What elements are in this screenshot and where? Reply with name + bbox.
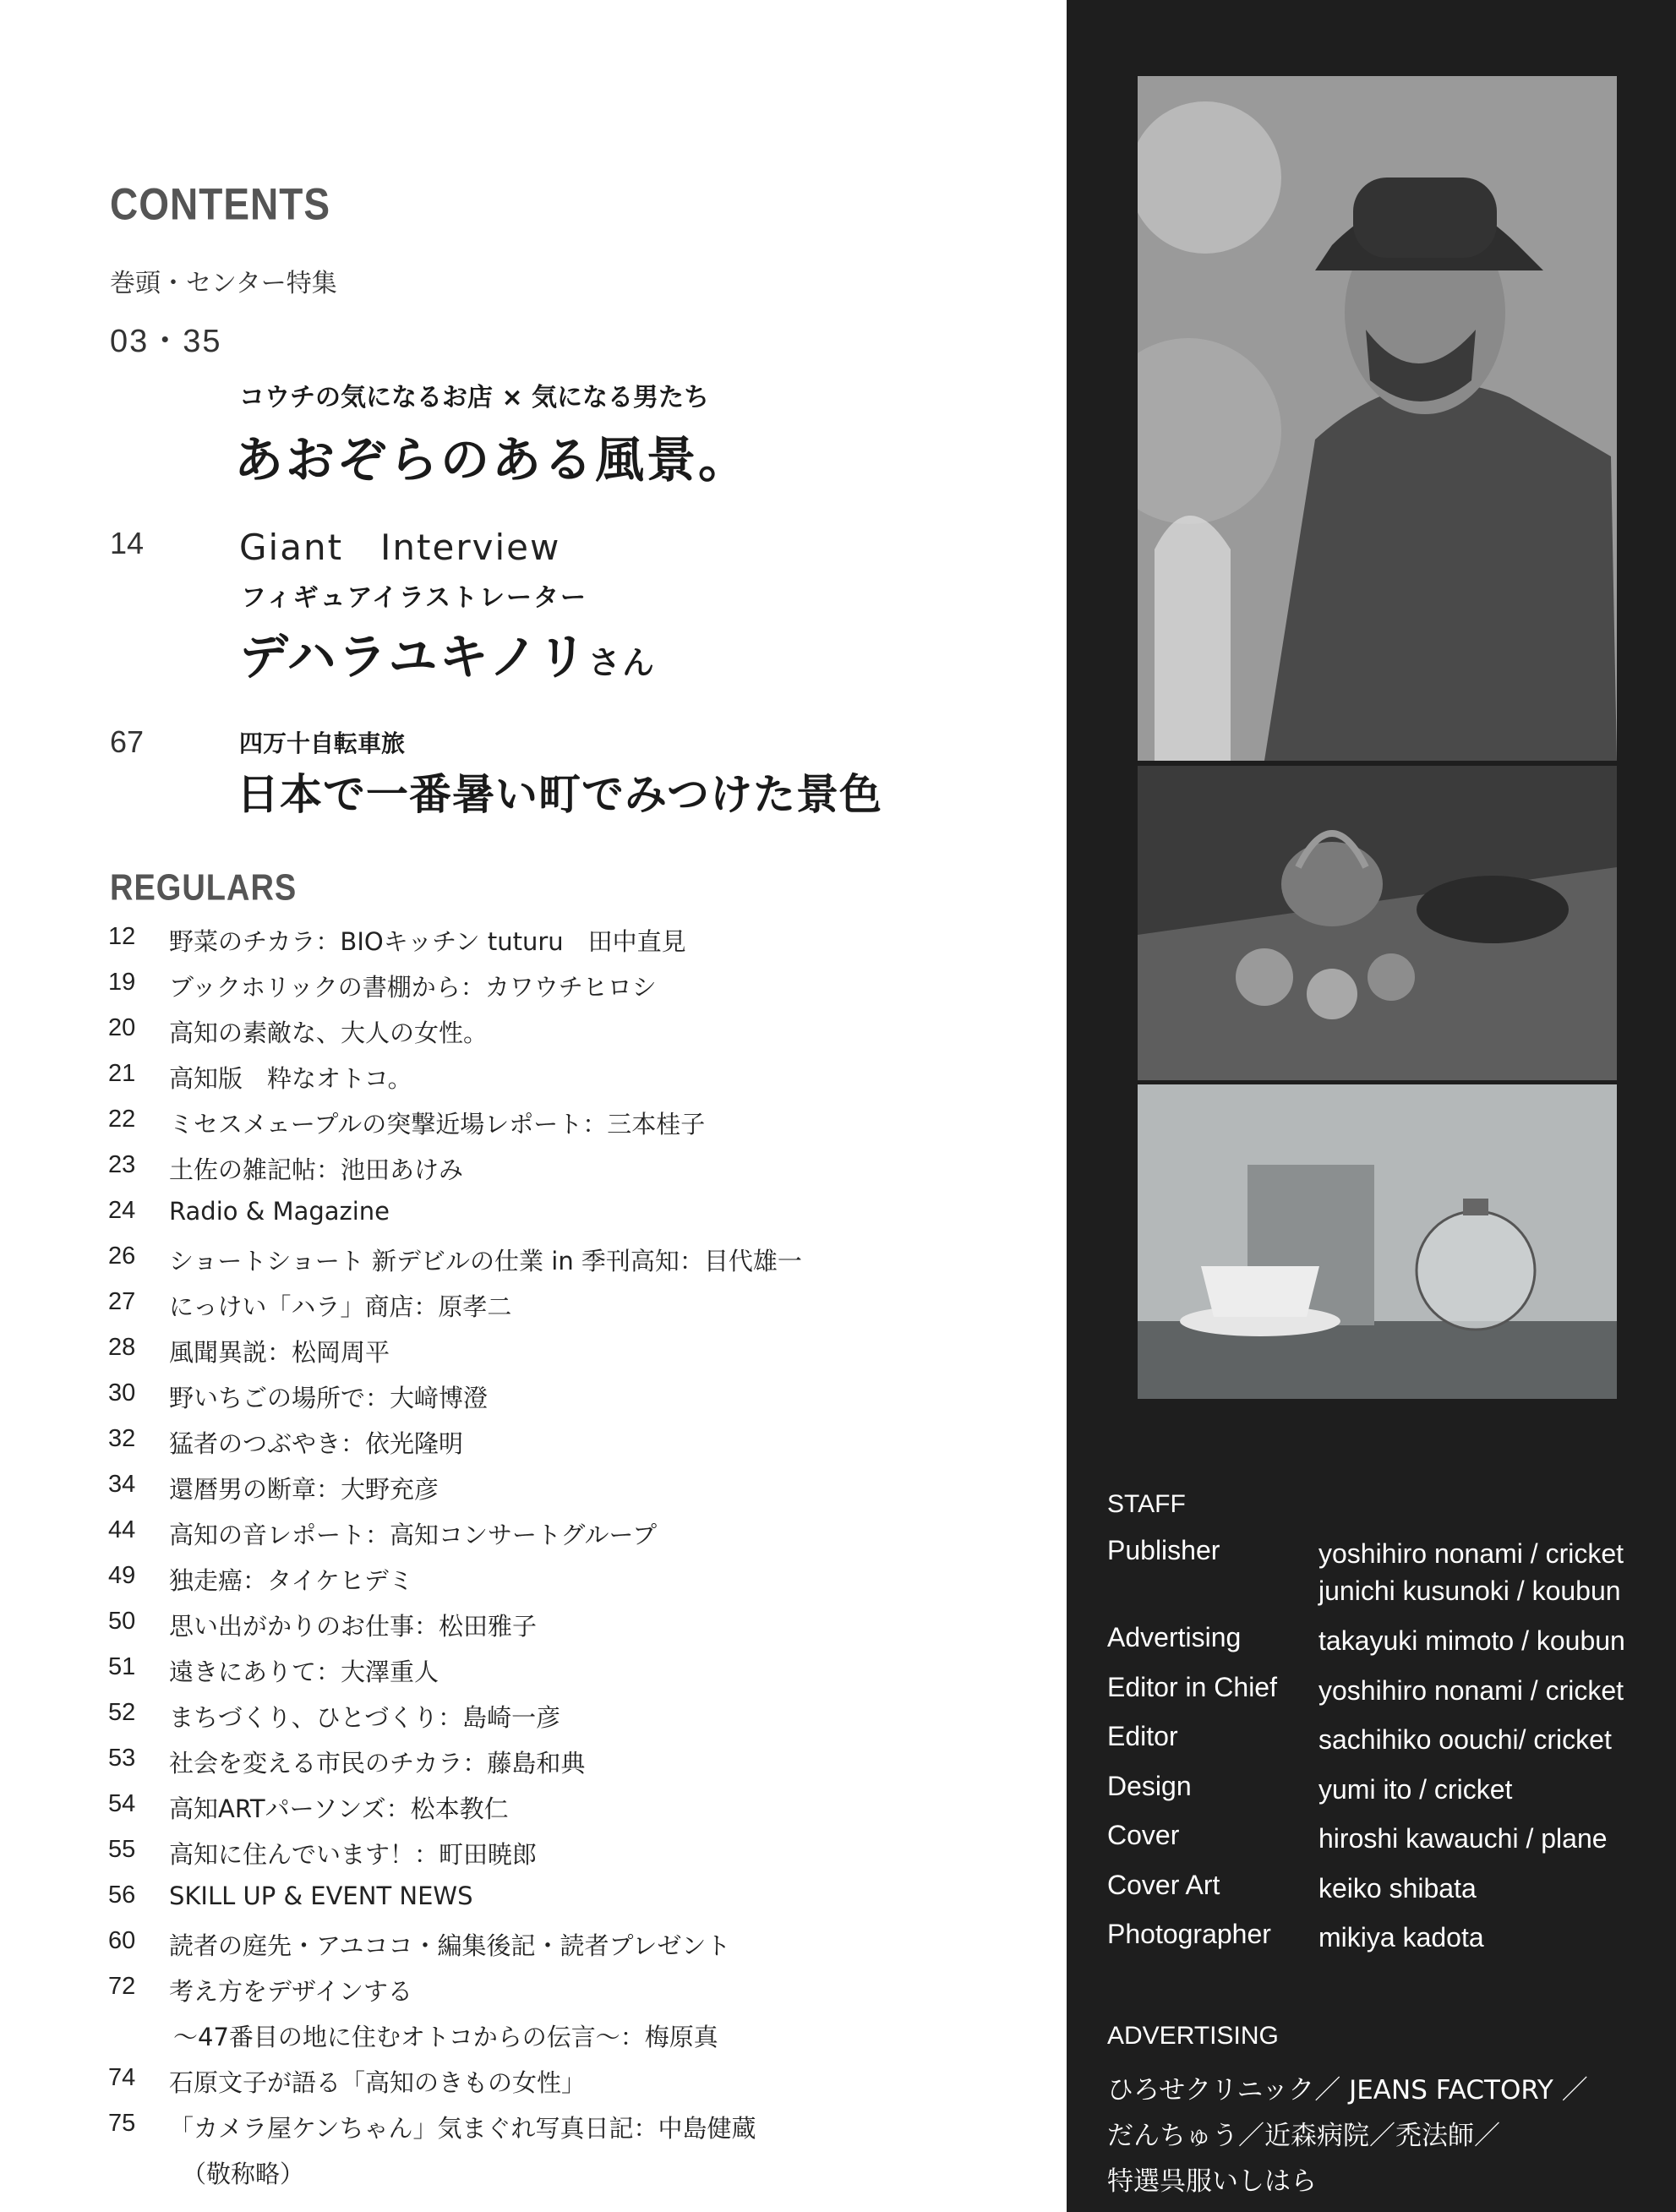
advertiser-line: ひろせクリニック／ JEANS FACTORY ／ (1107, 2075, 1588, 2105)
page-number: 20 (108, 1014, 136, 1041)
feature1-subtitle: コウチの気になるお店 × 気になる男たち (239, 383, 710, 412)
feature-label: 巻頭・センター特集 (110, 269, 337, 298)
staff-name: yoshihiro nonami / cricket (1318, 1538, 1624, 1569)
staff-role: Cover Art (1107, 1869, 1220, 1900)
article-title: 読者の庭先・アユココ・編集後記・読者プレゼント (169, 1931, 731, 1960)
article-title: 「カメラ屋ケンちゃん」気まぐれ写真日記：中島健蔵 (169, 2114, 756, 2143)
page-number: 22 (108, 1106, 136, 1133)
page-number: 60 (108, 1927, 136, 1954)
staff-role: Design (1107, 1770, 1192, 1801)
feature3-subtitle: 四万十自転車旅 (239, 729, 406, 757)
page-number: 19 (108, 969, 136, 996)
article-title: ショートショート 新デビルの仕業 in 季刊高知：目代雄一 (169, 1247, 802, 1275)
staff-role: Publisher (1107, 1535, 1220, 1565)
page-number: 30 (108, 1379, 136, 1406)
regulars-heading: REGULARS (110, 867, 298, 909)
article-title: 社会を変える市民のチカラ：藤島和典 (169, 1749, 586, 1778)
page-number: 34 (108, 1471, 136, 1498)
article-title: ミセスメェープルの突撃近場レポート：三本桂子 (169, 1110, 706, 1139)
contents-heading: CONTENTS (110, 178, 330, 229)
staff-name: hiroshi kawauchi / plane (1318, 1823, 1608, 1854)
page-number: 75 (108, 2110, 136, 2137)
page-number: 72 (108, 1973, 136, 2000)
staff-role: Advertising (1107, 1622, 1242, 1652)
article-title: 猛者のつぶやき：依光隆明 (169, 1429, 464, 1458)
page-number: 54 (108, 1790, 136, 1817)
article-title: 土佐の雑記帖：池田あけみ (169, 1155, 464, 1184)
article-title: 独走癌：タイケヒデミ (169, 1566, 413, 1595)
staff-role: Photographer (1107, 1919, 1271, 1949)
page-number: 28 (108, 1334, 136, 1361)
shoes-basket-photo (1138, 766, 1617, 1080)
article-title: 〜47番目の地に住むオトコからの伝言〜：梅原真 (173, 2023, 718, 2051)
advertiser-line: 特選呉服いしはら (1107, 2166, 1317, 2197)
article-title: 還暦男の断章：大野充彦 (169, 1475, 439, 1504)
page-number: 21 (108, 1060, 136, 1087)
staff-name: junichi kusunoki / koubun (1318, 1576, 1621, 1606)
article-title: ブックホリックの書棚から：カワウチヒロシ (169, 973, 657, 1002)
page-number: 55 (108, 1836, 136, 1863)
page-number: 56 (108, 1882, 136, 1909)
article-title: 野いちごの場所で：大﨑博澄 (169, 1384, 489, 1412)
page-number: 50 (108, 1608, 136, 1635)
feature2-heading: Giant Interview (239, 527, 561, 568)
advertiser-line: だんちゅう／近森病院／禿法師／ (1107, 2121, 1500, 2151)
article-title: 高知の音レポート：高知コンサートグループ (169, 1521, 658, 1549)
page-number: 53 (108, 1745, 136, 1772)
staff-name: sachihiko oouchi/ cricket (1318, 1724, 1612, 1755)
article-title: まちづくり、ひとづくり：島崎一彦 (169, 1703, 561, 1732)
staff-heading: STAFF (1107, 1490, 1186, 1518)
feature2-title (239, 617, 656, 688)
feature2-subtitle: フィギュアイラストレーター (241, 583, 587, 613)
article-title: Radio & Magazine (169, 1197, 390, 1226)
article-title: 思い出がかりのお仕事：松田雅子 (169, 1612, 538, 1641)
article-title: 風聞異説：松岡周平 (169, 1338, 390, 1367)
portrait-photo (1138, 76, 1617, 761)
page-number: 74 (108, 2064, 136, 2091)
feature3-title: 日本で一番暑い町でみつけた景色 (237, 770, 882, 819)
staff-role: Editor in Chief (1107, 1671, 1277, 1702)
page-number: 12 (108, 923, 136, 950)
page-number: 23 (108, 1151, 136, 1178)
page-number: 24 (108, 1197, 136, 1224)
feature-pages: 03・35 (110, 324, 222, 359)
staff-name: yoshihiro nonami / cricket (1318, 1674, 1624, 1706)
article-title: 野菜のチカラ：BIOキッチン tuturu 田中直見 (169, 927, 686, 956)
article-title: （敬称略） (182, 2160, 305, 2188)
page-number: 52 (108, 1699, 136, 1726)
feature2-name: デハラユキノリ (239, 628, 589, 685)
staff-role: Editor (1107, 1721, 1178, 1751)
article-title: SKILL UP & EVENT NEWS (169, 1882, 473, 1910)
page-number: 27 (108, 1288, 136, 1315)
page-number: 32 (108, 1425, 136, 1452)
article-title: 考え方をデザインする (169, 1977, 412, 2006)
page-number: 44 (108, 1516, 136, 1543)
staff-name: mikiya kadota (1318, 1922, 1484, 1953)
article-title: 高知に住んでいます！：町田暁郎 (169, 1840, 538, 1869)
page-number: 26 (108, 1243, 136, 1270)
article-title: 遠きにありて：大澤重人 (169, 1658, 439, 1686)
article-title: にっけい「ハラ」商店：原孝二 (169, 1292, 512, 1321)
page-number: 51 (108, 1653, 136, 1680)
article-title: 高知の素敵な、大人の女性。 (169, 1019, 489, 1047)
page-number: 49 (108, 1562, 136, 1589)
feature2-suffix: さん (588, 644, 657, 681)
advertising-heading: ADVERTISING (1107, 2022, 1279, 2050)
article-title: 高知版 粋なオトコ。 (169, 1064, 412, 1093)
article-title: 高知ARTパーソンズ：松本教仁 (169, 1794, 509, 1823)
staff-name: takayuki mimoto / koubun (1318, 1625, 1625, 1656)
staff-name: keiko shibata (1318, 1872, 1477, 1903)
staff-role: Cover (1107, 1820, 1180, 1850)
feature1-title: あおぞらのある風景。 (234, 431, 751, 489)
article-title: 石原文子が語る「高知のきもの女性」 (169, 2068, 587, 2097)
feature2-page: 14 (110, 526, 145, 560)
staff-name: yumi ito / cricket (1318, 1773, 1513, 1805)
teapot-photo (1138, 1084, 1617, 1399)
feature3-page: 67 (110, 724, 145, 759)
